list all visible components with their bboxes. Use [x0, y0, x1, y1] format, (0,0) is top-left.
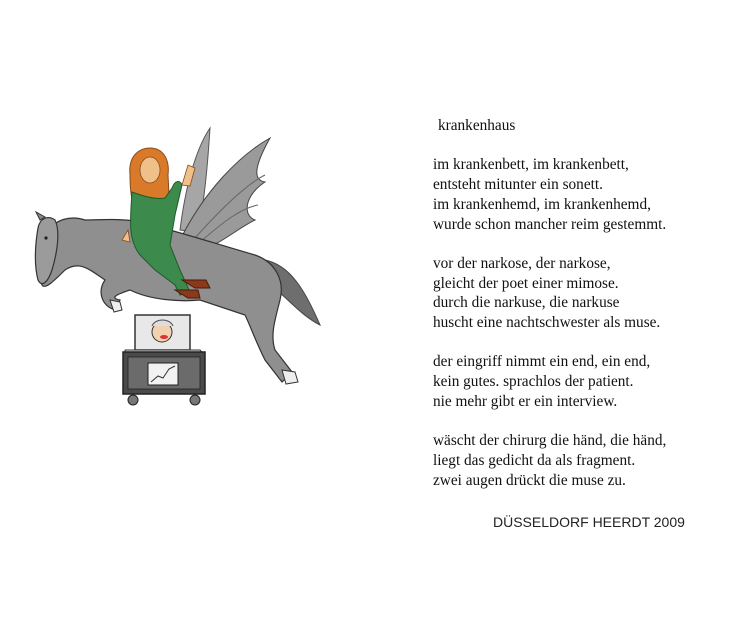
poem-line: durch die narkuse, die narkuse	[433, 294, 620, 312]
poem-stanza	[433, 431, 733, 490]
poem-line: zwei augen drückt die muse zu.	[433, 471, 626, 489]
poem-line: gleicht der poet einer mimose.	[433, 274, 619, 292]
poem-line: im krankenbett, im krankenbett,	[433, 156, 629, 174]
poem-line: im krankenhemd, im krankenhemd,	[433, 195, 651, 213]
horse-eye	[44, 236, 47, 239]
place-date-signature: DÜSSELDORF HEERDT 2009	[493, 514, 685, 530]
poem-line: kein gutes. sprachlos der patient.	[433, 373, 634, 391]
poem-stanza	[433, 155, 733, 234]
hospital-bed	[123, 315, 205, 405]
poem-line: huscht eine nachtschwester als muse.	[433, 314, 661, 331]
poem-line: wurde schon mancher reim gestemmt.	[433, 215, 667, 233]
poem-line: entsteht mitunter ein sonett.	[433, 176, 603, 194]
poem-line: nie mehr gibt er ein interview.	[433, 392, 618, 410]
poem-line: vor der narkose, der narkose,	[433, 254, 611, 272]
pegasus-muse-illustration	[30, 120, 330, 420]
poem-line: wäscht der chirurg die händ, die händ,	[433, 432, 667, 450]
poem-line: liegt das gedicht da als fragment.	[433, 451, 636, 469]
poem-stanza	[433, 352, 733, 411]
poem	[433, 116, 733, 510]
poem-title: krankenhaus	[438, 117, 516, 134]
poem-stanza	[433, 254, 733, 333]
poem-line: der eingriff nimmt ein end, ein end,	[433, 353, 651, 371]
